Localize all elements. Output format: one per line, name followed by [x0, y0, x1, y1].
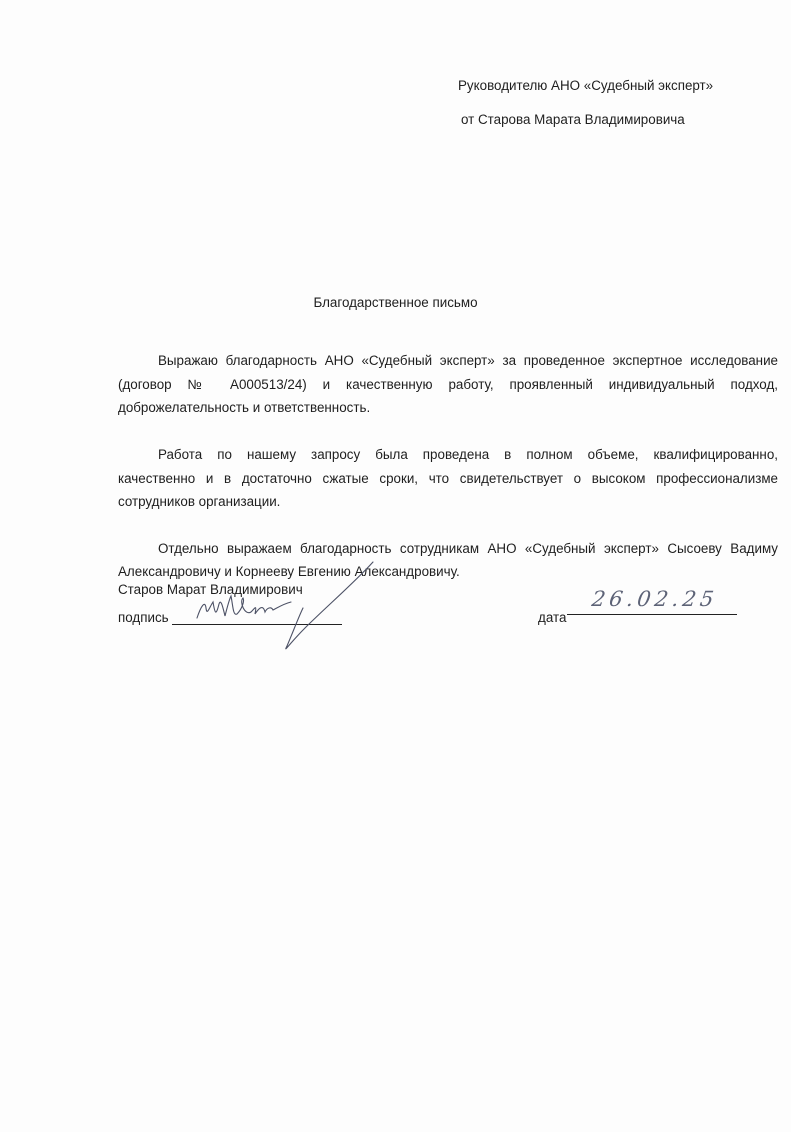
paragraph-line: Отдельно выражаем благодарность сотрудникам АНО «Судебный эксперт» Сысоеву Вадиму [158, 541, 778, 556]
date-underline [567, 614, 737, 615]
signature-label: подпись [118, 610, 169, 625]
sender-line: от Старова Марата Владимировича [461, 112, 685, 127]
paragraph-line: качественно и в достаточно сжатые сроки, что свидетельствует о высоком профессионализме [118, 471, 778, 486]
paragraph-line: Работа по нашему запросу была проведена в полном объеме, квалифицированно, [158, 447, 778, 462]
paragraph-line: Александровичу и Корнееву Евгению Александровичу. [118, 564, 460, 579]
paragraph-line: сотрудников организации. [118, 494, 281, 509]
date-label: дата [538, 610, 567, 625]
paragraph-line: (договор № А000513/24) и качественную работу, проявленный индивидуальный подход, [118, 377, 778, 392]
paragraph-line: доброжелательность и ответственность. [118, 400, 371, 415]
handwritten-date: 26.02.25 [590, 587, 720, 611]
handwritten-signature [185, 558, 385, 658]
document-title: Благодарственное письмо [313, 295, 478, 310]
paragraph-line: Выражаю благодарность АНО «Судебный эксперт» за проведенное экспертное исследование [158, 353, 778, 368]
recipient-line: Руководителю АНО «Судебный эксперт» [458, 78, 714, 93]
signer-name: Старов Марат Владимирович [118, 582, 303, 597]
